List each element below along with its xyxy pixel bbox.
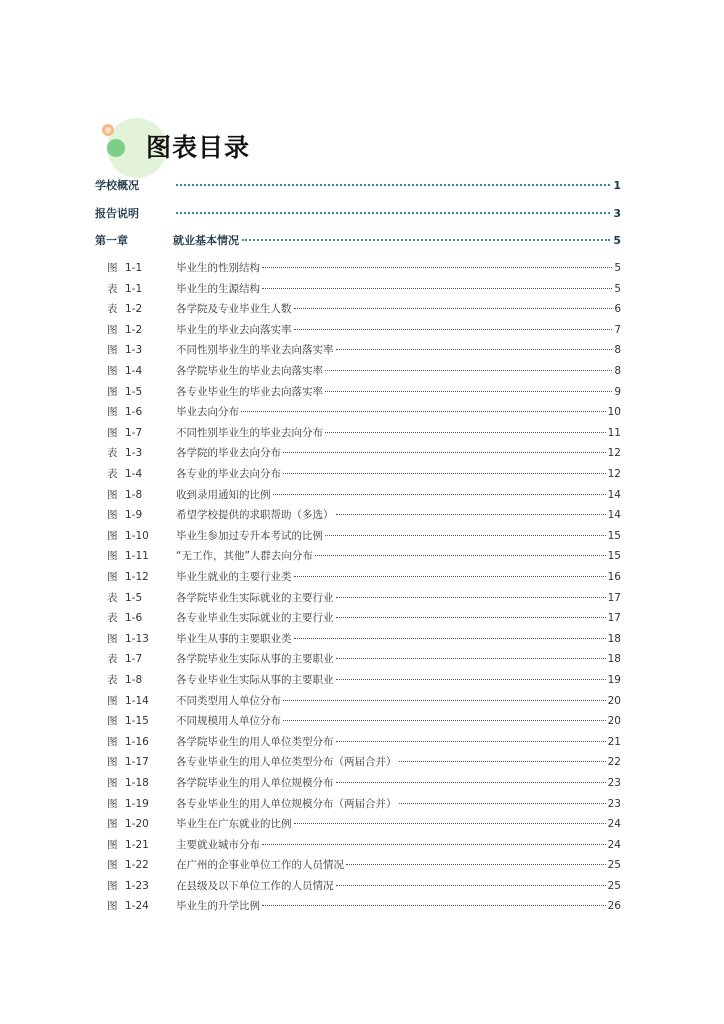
entry-page-number: 12 (607, 468, 621, 480)
entry-kind: 图 (107, 756, 118, 769)
entry-page-number: 19 (607, 673, 621, 686)
toc-entry-row[interactable] (95, 260, 621, 281)
toc-entry-row[interactable] (95, 466, 621, 487)
entry-title: 在广州的企事业单位工作的人员情况 (176, 859, 344, 872)
entry-number: 1-1 (125, 262, 143, 275)
entry-page-number: 21 (607, 735, 621, 748)
leader-dots (262, 905, 606, 906)
entry-page-number: 18 (607, 632, 621, 645)
entry-title: 各学院毕业生的用人单位规模分布 (176, 776, 334, 789)
leader-dots (241, 411, 606, 412)
entry-page-number: 18 (607, 653, 621, 666)
toc-entry-row[interactable] (95, 631, 621, 652)
leader-dots (346, 864, 606, 865)
leader-dots (283, 473, 606, 474)
toc-entry-row[interactable] (95, 878, 621, 899)
section-prefix: 学校概况 (95, 179, 139, 192)
entry-title: 毕业生参加过专升本考试的比例 (176, 529, 323, 542)
entry-kind: 图 (107, 529, 118, 542)
entry-page-number: 15 (607, 550, 621, 563)
entry-kind: 图 (107, 323, 118, 336)
leader-dots (325, 391, 612, 392)
leader-dots (294, 308, 613, 309)
section-page-number: 5 (613, 234, 621, 248)
entry-kind: 图 (107, 426, 118, 439)
entry-title: 收到录用通知的比例 (176, 488, 271, 501)
toc-entry-row[interactable] (95, 651, 621, 672)
leader-dots (262, 267, 612, 268)
toc-entry-row[interactable] (95, 754, 621, 775)
leader-dots (262, 288, 612, 289)
entry-kind: 图 (107, 900, 118, 913)
entry-number: 1-3 (125, 447, 143, 460)
entry-page-number: 7 (614, 323, 621, 336)
toc-entry-row[interactable] (95, 404, 621, 425)
entry-page-number: 26 (607, 900, 621, 913)
toc-entry-row[interactable] (95, 301, 621, 322)
entry-page-number: 9 (614, 385, 621, 398)
toc-entry-row[interactable] (95, 425, 621, 446)
toc-entry-row[interactable] (95, 713, 621, 734)
leader-dots (315, 555, 606, 556)
entry-page-number: 12 (607, 447, 621, 460)
entry-kind: 图 (107, 879, 118, 892)
entry-number: 1-21 (125, 838, 149, 851)
entry-page-number: 25 (607, 859, 621, 872)
entry-title: 毕业生的性别结构 (176, 262, 260, 275)
leader-dots (273, 494, 606, 495)
leader-dots (336, 679, 606, 680)
entry-page-number: 22 (607, 756, 621, 769)
entry-number: 1-18 (125, 776, 149, 789)
entry-number: 1-7 (125, 653, 143, 666)
entry-kind: 表 (107, 591, 118, 604)
leader-dots (336, 885, 606, 886)
leader-dots (325, 432, 606, 433)
entry-title: 各学院毕业生实际就业的主要行业 (176, 591, 334, 604)
leader-dots (336, 514, 606, 515)
entry-kind: 图 (107, 262, 118, 275)
entry-number: 1-10 (125, 529, 149, 542)
entry-number: 1-19 (125, 797, 149, 810)
entry-title: 不同规模用人单位分布 (176, 715, 281, 728)
entry-number: 1-2 (125, 303, 143, 316)
entry-page-number: 8 (614, 344, 621, 357)
leader-dots (325, 370, 612, 371)
toc-entry-row[interactable] (95, 487, 621, 508)
toc-entry-row[interactable] (95, 384, 621, 405)
entry-number: 1-6 (125, 406, 143, 419)
entry-title: 各学院毕业生的用人单位类型分布 (176, 735, 334, 748)
entry-title: 不同类型用人单位分布 (176, 694, 281, 707)
entry-kind: 图 (107, 735, 118, 748)
toc-section-row[interactable] (95, 205, 621, 233)
entry-number: 1-6 (125, 612, 143, 625)
entry-title: 各专业毕业生的用人单位规模分布（两届合并） (176, 797, 397, 810)
leader-dots (176, 212, 610, 214)
entry-number: 1-14 (125, 694, 149, 707)
entry-kind: 表 (107, 303, 118, 316)
entry-number: 1-8 (125, 488, 143, 501)
entry-page-number: 6 (614, 303, 621, 316)
leader-dots (294, 576, 606, 577)
toc-entry-row[interactable] (95, 445, 621, 466)
entry-title: 不同性别毕业生的毕业去向落实率 (176, 344, 334, 357)
entry-kind: 图 (107, 859, 118, 872)
toc-entry-row[interactable] (95, 775, 621, 796)
leader-dots (294, 638, 606, 639)
entry-number: 1-12 (125, 570, 149, 583)
section-label: 就业基本情况 (173, 234, 239, 248)
leader-dots (336, 617, 606, 618)
entry-number: 1-24 (125, 900, 149, 913)
entry-title: 毕业生的升学比例 (176, 900, 260, 913)
entry-page-number: 24 (607, 838, 621, 851)
leader-dots (336, 741, 606, 742)
entry-page-number: 14 (607, 509, 621, 522)
toc-entry-row[interactable] (95, 322, 621, 343)
entry-number: 1-4 (125, 468, 143, 480)
entry-title: 毕业生就业的主要行业类 (176, 570, 292, 583)
toc-entry-row[interactable] (95, 693, 621, 714)
entry-title: 毕业去向分布 (176, 406, 239, 419)
toc-entry-row[interactable] (95, 857, 621, 878)
entry-page-number: 10 (607, 406, 621, 419)
toc-entry-row[interactable] (95, 363, 621, 384)
entry-page-number: 5 (614, 282, 621, 295)
toc-entry-row[interactable] (95, 590, 621, 611)
entry-title: 各专业毕业生实际就业的主要行业 (176, 612, 334, 625)
entry-number: 1-1 (125, 282, 143, 295)
entry-number: 1-9 (125, 509, 143, 522)
entry-kind: 图 (107, 365, 118, 378)
toc-section-row[interactable] (95, 232, 621, 260)
entry-kind: 图 (107, 550, 118, 563)
entry-title: 毕业生从事的主要职业类 (176, 632, 292, 645)
toc-entry-row[interactable] (95, 734, 621, 755)
entry-number: 1-16 (125, 735, 149, 748)
entry-kind: 图 (107, 838, 118, 851)
entry-number: 1-11 (125, 550, 149, 563)
entry-title: 各学院毕业生的毕业去向落实率 (176, 365, 323, 378)
section-page-number: 1 (613, 179, 621, 192)
toc-entry-row[interactable] (95, 342, 621, 363)
toc-entry-row[interactable] (95, 610, 621, 631)
toc-entry-row[interactable] (95, 507, 621, 528)
section-page-number: 3 (613, 206, 621, 220)
toc-entry-row[interactable] (95, 816, 621, 837)
entry-page-number: 20 (607, 715, 621, 728)
leader-dots (294, 329, 613, 330)
entry-kind: 图 (107, 818, 118, 831)
leader-dots (325, 535, 606, 536)
entry-title: 各专业毕业生的用人单位类型分布（两届合并） (176, 756, 397, 769)
entry-page-number: 17 (607, 591, 621, 604)
entry-title: 毕业生的生源结构 (176, 282, 260, 295)
entry-number: 1-7 (125, 426, 143, 439)
toc-entry-row[interactable] (95, 548, 621, 569)
entry-kind: 图 (107, 694, 118, 707)
leader-dots (336, 658, 606, 659)
entry-kind: 图 (107, 406, 118, 419)
entry-page-number: 20 (607, 694, 621, 707)
entry-title: 希望学校提供的求职帮助（多选） (176, 509, 334, 522)
leader-dots (283, 452, 606, 453)
leader-dots (176, 184, 610, 186)
toc-entry-row[interactable] (95, 672, 621, 693)
leader-dots (283, 700, 606, 701)
toc-entry-row[interactable] (95, 569, 621, 590)
toc-entry-row[interactable] (95, 528, 621, 549)
entry-number: 1-8 (125, 673, 143, 686)
toc-entry-row[interactable] (95, 898, 621, 919)
entry-kind: 图 (107, 715, 118, 728)
entry-title: 在县级及以下单位工作的人员情况 (176, 879, 334, 892)
leader-dots (283, 720, 606, 721)
entry-kind: 图 (107, 570, 118, 583)
entry-kind: 图 (107, 632, 118, 645)
leader-dots (262, 844, 606, 845)
section-prefix: 报告说明 (95, 206, 139, 220)
entry-page-number: 24 (607, 818, 621, 831)
leader-dots (336, 349, 613, 350)
entry-title: 各学院及专业毕业生人数 (176, 303, 292, 316)
entry-page-number: 8 (614, 365, 621, 378)
toc-entry-row[interactable] (95, 837, 621, 858)
entry-page-number: 23 (607, 797, 621, 810)
entry-kind: 表 (107, 673, 118, 686)
leader-dots (242, 239, 610, 241)
entry-kind: 表 (107, 468, 118, 480)
entry-number: 1-5 (125, 591, 143, 604)
toc-entry-row[interactable] (95, 281, 621, 302)
entry-number: 1-23 (125, 879, 149, 892)
entry-kind: 图 (107, 776, 118, 789)
entry-kind: 表 (107, 612, 118, 625)
entry-title: 主要就业城市分布 (176, 838, 260, 851)
entry-number: 1-20 (125, 818, 149, 831)
entry-page-number: 5 (614, 262, 621, 275)
entry-title: 不同性别毕业生的毕业去向分布 (176, 426, 323, 439)
leader-dots (336, 597, 606, 598)
entry-page-number: 25 (607, 879, 621, 892)
entry-page-number: 11 (607, 426, 621, 439)
entry-kind: 表 (107, 282, 118, 295)
table-of-contents (95, 177, 621, 919)
entry-kind: 图 (107, 488, 118, 501)
entry-kind: 图 (107, 797, 118, 810)
leader-dots (399, 803, 606, 804)
entry-kind: 图 (107, 385, 118, 398)
entry-page-number: 15 (607, 529, 621, 542)
entry-page-number: 14 (607, 488, 621, 501)
entry-page-number: 16 (607, 570, 621, 583)
toc-section-row[interactable] (95, 177, 621, 205)
entry-title: 各学院毕业生实际从事的主要职业 (176, 653, 334, 666)
entry-title: “无工作，其他”人群去向分布 (176, 550, 313, 563)
leader-dots (336, 782, 606, 783)
entry-title: 毕业生在广东就业的比例 (176, 818, 292, 831)
leader-dots (399, 761, 606, 762)
entry-number: 1-5 (125, 385, 143, 398)
entry-title: 各专业毕业生的毕业去向落实率 (176, 385, 323, 398)
entry-title: 各专业毕业生实际从事的主要职业 (176, 673, 334, 686)
section-prefix: 第一章 (95, 234, 128, 248)
entry-title: 各学院的毕业去向分布 (176, 447, 281, 460)
entry-kind: 图 (107, 344, 118, 357)
entry-number: 1-17 (125, 756, 149, 769)
entry-title: 毕业生的毕业去向落实率 (176, 323, 292, 336)
toc-entry-row[interactable] (95, 796, 621, 817)
leader-dots (294, 823, 606, 824)
entry-kind: 图 (107, 509, 118, 522)
entry-number: 1-15 (125, 715, 149, 728)
entry-number: 1-3 (125, 344, 143, 357)
entry-kind: 表 (107, 447, 118, 460)
entry-number: 1-2 (125, 323, 143, 336)
entry-number: 1-4 (125, 365, 143, 378)
entry-title: 各专业的毕业去向分布 (176, 468, 281, 480)
entry-page-number: 23 (607, 776, 621, 789)
entry-number: 1-22 (125, 859, 149, 872)
entry-number: 1-13 (125, 632, 149, 645)
entry-kind: 表 (107, 653, 118, 666)
entry-page-number: 17 (607, 612, 621, 625)
page-title: 图表目录 (146, 133, 251, 162)
